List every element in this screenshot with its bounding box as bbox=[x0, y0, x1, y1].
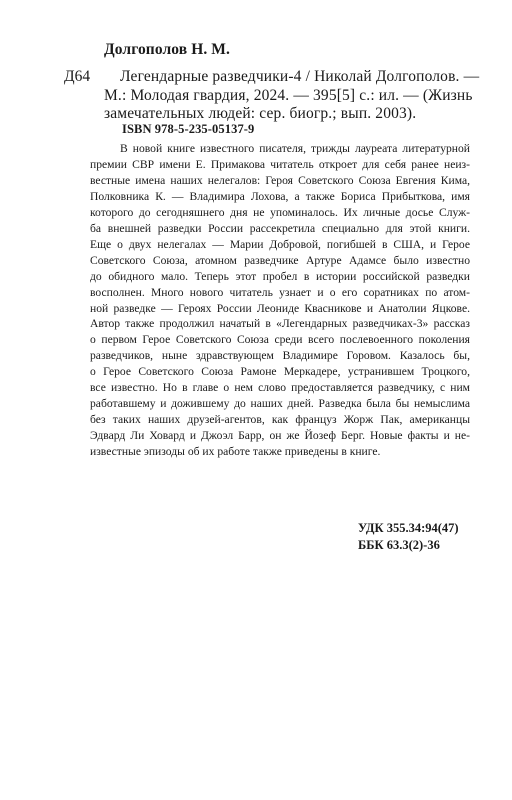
annotation-line: ба внешней разведки России рассекретила специально для этой книги. bbox=[90, 221, 470, 235]
annotation-line: о первом Герое Советского Союза среди всего послевоенного поколения bbox=[90, 333, 470, 347]
author-sign-code: Д64 bbox=[64, 68, 91, 85]
classification-indices bbox=[358, 520, 459, 553]
book-annotation bbox=[90, 141, 470, 460]
annotation-line: Советского Союза, атомном разведчике Артуре Адамсе было известно bbox=[90, 253, 470, 267]
annotation-line: известные эпизоды об их работе также приведены в книге. bbox=[90, 445, 381, 459]
author-heading: Долгополов Н. М. bbox=[104, 41, 231, 58]
annotation-line: без таких наших друзей-агентов, как француз Жорж Пак, американцы bbox=[90, 413, 470, 427]
annotation-line: разведчиков, ныне здравствующем Владимире Горовом. Казалось бы, bbox=[90, 349, 470, 363]
annotation-line: В новой книге известного писателя, трижды лауреата литературной bbox=[120, 142, 470, 155]
annotation-line: Еще о двух нелегалах — Марии Добровой, погибшей в США, и Герое bbox=[90, 237, 470, 251]
annotation-line: премии СВР имени Е. Примакова читатель откроет для себя ранее неиз- bbox=[90, 157, 470, 171]
isbn-number: ISBN 978-5-235-05137-9 bbox=[122, 122, 255, 136]
annotation-line: о Герое Советского Союза Рамоне Меркадере, устранившем Троцкого, bbox=[90, 365, 470, 379]
annotation-line: Эдвард Ли Ховард и Джоэл Барр, он же Йозеф Берг. Новые факты и не- bbox=[90, 429, 470, 443]
annotation-line: все известно. Но в главе о нем слово предоставляется разведчику, с ним bbox=[90, 381, 470, 395]
annotation-line: которого до сегодняшнего дня не упоминалось. Их личные досье Служ- bbox=[90, 205, 470, 219]
annotation-line: Полковника К. — Владимира Лохова, а также Бориса Прибыткова, имя bbox=[90, 189, 470, 203]
bibliographic-line: Легендарные разведчики-4 / Николай Долгополов. — bbox=[120, 68, 480, 85]
bibliographic-description bbox=[104, 68, 480, 124]
bbk-index: ББК 63.3(2)-36 bbox=[358, 537, 440, 552]
bibliographic-line: М.: Молодая гвардия, 2024. — 395[5] с.: ил. — (Жизнь bbox=[104, 86, 473, 104]
annotation-line: восполнен. Много нового читатель узнает и о его соратниках по атом- bbox=[90, 285, 470, 299]
udk-index: УДК 355.34:94(47) bbox=[358, 521, 459, 535]
bibliographic-line: замечательных людей: сер. биогр.; вып. 2003). bbox=[104, 105, 417, 123]
annotation-line: ной разведке — Героях России Леониде Квасникове и Анатолии Яцкове. bbox=[90, 301, 470, 315]
annotation-line: работавшему и дожившему до наших дней. Разведка была бы немыслима bbox=[90, 397, 470, 411]
annotation-line: Автор также продолжил начатый в «Легендарных разведчиках-3» рассказ bbox=[90, 317, 470, 331]
annotation-line: до обидного мало. Теперь этот пробел в истории российской разведки bbox=[90, 269, 470, 283]
annotation-line: вестные имена наших нелегалов: Героя Советского Союза Евгения Кима, bbox=[90, 173, 470, 187]
